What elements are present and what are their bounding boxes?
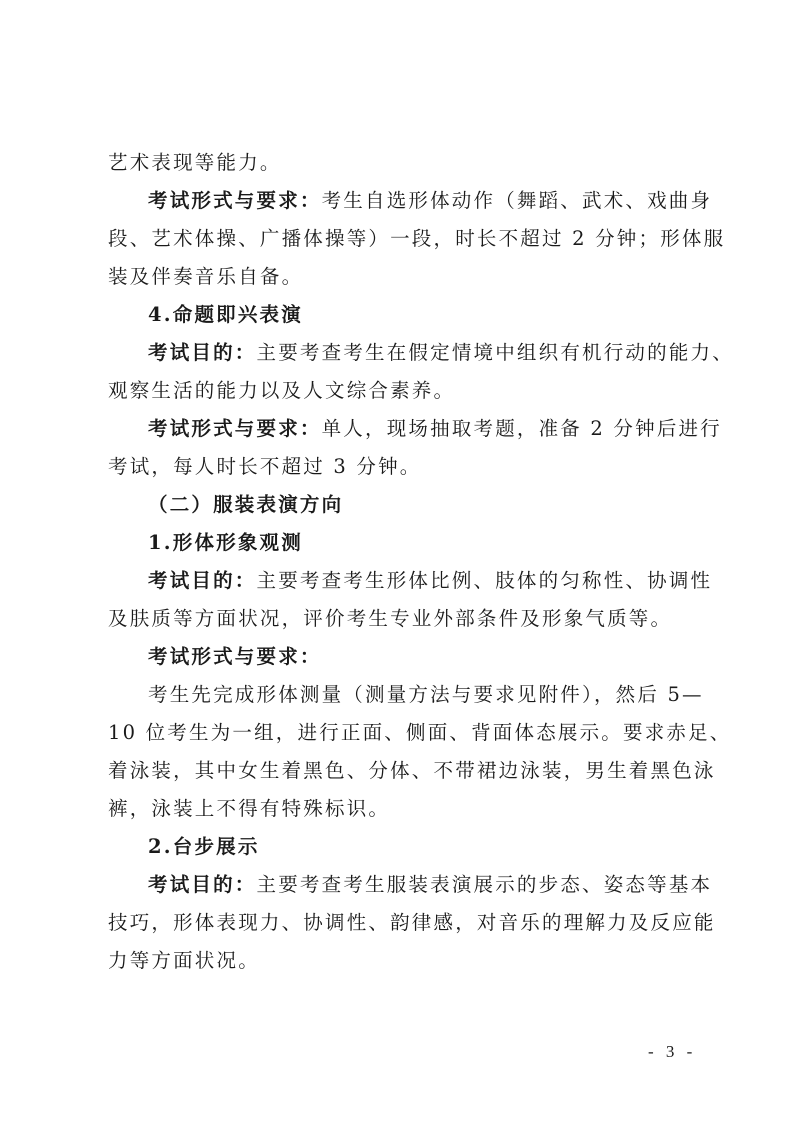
text-line bbox=[148, 569, 738, 593]
body-text: 着泳装，其中女生着黑色、分体、不带裙边泳装，男生着黑色泳 bbox=[108, 759, 716, 782]
text-line bbox=[108, 379, 698, 403]
body-text: 观察生活的能力以及人文综合素养。 bbox=[108, 379, 456, 402]
text-line bbox=[108, 227, 726, 251]
body-text: 及肤质等方面状况，评价考生专业外部条件及形象气质等。 bbox=[108, 607, 673, 630]
body-text: 考生自选形体动作（舞蹈、武术、戏曲身 bbox=[321, 189, 713, 212]
bold-label: 考试目的： bbox=[148, 341, 257, 364]
text-line bbox=[148, 341, 738, 365]
text-line bbox=[148, 493, 738, 517]
body-text: 10 位考生为一组，进行正面、侧面、背面体态展示。要求赤足、 bbox=[108, 721, 732, 744]
body-text: 段、艺术体操、广播体操等）一段，时长不超过 2 分钟；形体服 bbox=[108, 227, 726, 250]
text-line bbox=[108, 607, 698, 631]
body-text: 力等方面状况。 bbox=[108, 949, 260, 972]
body-text: 艺术表现等能力。 bbox=[108, 151, 282, 174]
bold-label: 2.台步展示 bbox=[148, 835, 260, 858]
bold-label: 考试形式与要求： bbox=[148, 417, 322, 440]
text-line bbox=[148, 683, 738, 707]
body-text: 主要考查考生在假定情境中组织有机行动的能力、 bbox=[256, 341, 734, 364]
bold-label: 考试目的： bbox=[148, 569, 257, 592]
text-line bbox=[108, 721, 732, 745]
body-text: 考试，每人时长不超过 3 分钟。 bbox=[108, 455, 422, 478]
text-line bbox=[108, 797, 698, 821]
body-text: 单人，现场抽取考题，准备 2 分钟后进行 bbox=[321, 417, 722, 440]
text-line bbox=[108, 911, 716, 935]
text-line bbox=[108, 455, 698, 479]
text-line bbox=[108, 759, 716, 783]
bold-label: 考试目的： bbox=[148, 873, 257, 896]
text-line bbox=[148, 189, 738, 213]
bold-label: 1.形体形象观测 bbox=[148, 531, 303, 554]
text-line bbox=[148, 835, 738, 859]
text-line bbox=[108, 949, 698, 973]
bold-label: 考试形式与要求： bbox=[148, 645, 322, 668]
body-text: 裤，泳装上不得有特殊标识。 bbox=[108, 797, 391, 820]
bold-label: 4.命题即兴表演 bbox=[148, 303, 303, 326]
body-text: 主要考查考生形体比例、肢体的匀称性、协调性 bbox=[256, 569, 713, 592]
text-line bbox=[148, 645, 738, 669]
body-text: 考生先完成形体测量（测量方法与要求见附件），然后 5— bbox=[148, 683, 704, 706]
body-text: 技巧，形体表现力、协调性、韵律感，对音乐的理解力及反应能 bbox=[108, 911, 716, 934]
text-line bbox=[148, 417, 738, 441]
bold-label: 考试形式与要求： bbox=[148, 189, 322, 212]
body-text: 装及伴奏音乐自备。 bbox=[108, 265, 304, 288]
text-line bbox=[148, 303, 738, 327]
page-number: - 3 - bbox=[648, 1042, 697, 1061]
text-line bbox=[108, 265, 698, 289]
text-line bbox=[108, 151, 698, 175]
text-line bbox=[148, 873, 738, 897]
bold-label: （二）服装表演方向 bbox=[148, 493, 344, 516]
body-text: 主要考查考生服装表演展示的步态、姿态等基本 bbox=[256, 873, 713, 896]
text-line bbox=[148, 531, 738, 555]
